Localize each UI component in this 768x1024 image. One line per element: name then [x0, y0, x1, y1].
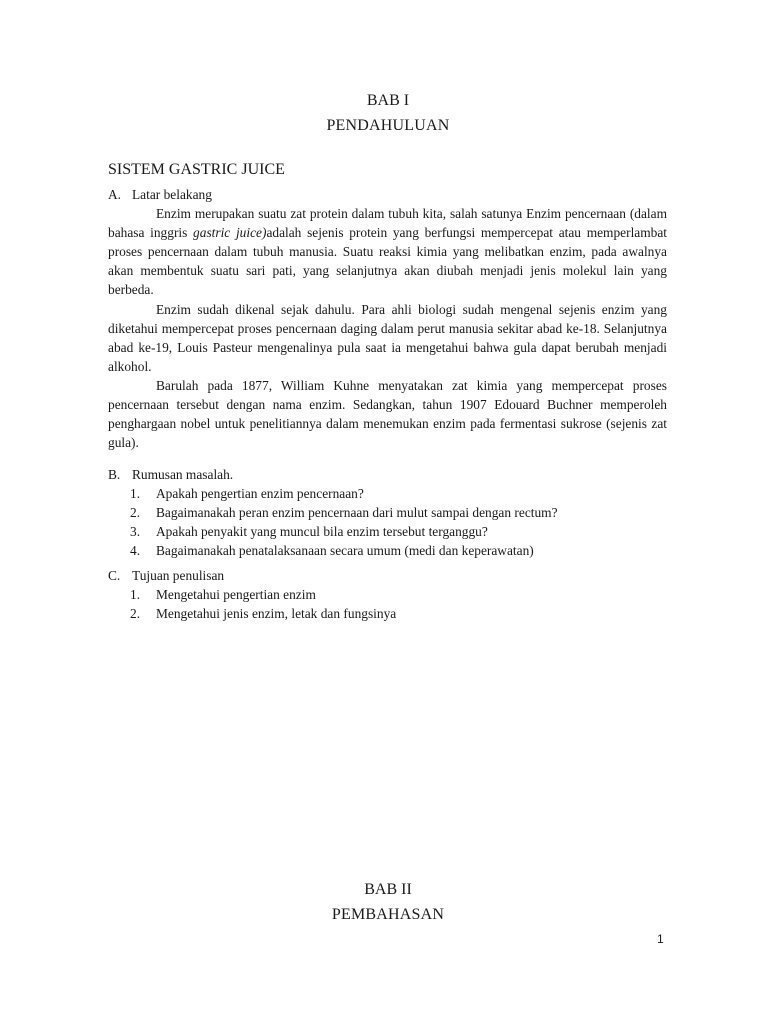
section-c-marker: C. — [108, 568, 121, 583]
paragraph-1 — [108, 204, 667, 299]
section-c — [108, 566, 667, 623]
chapter-title: PENDAHULUAN — [326, 117, 450, 134]
section-b — [108, 465, 667, 560]
section-a-label: Latar belakang — [132, 187, 212, 202]
section-c-label: Tujuan penulisan — [132, 568, 225, 583]
list-item — [108, 585, 667, 604]
section-c-heading — [108, 566, 667, 585]
paragraph-3: Barulah pada 1877, William Kuhne menyatakan zat kimia yang mempercepat proses pencernaan tersebut dengan nama enzim. Sedangkan, tahun 1907 Edouard Buchner memperoleh penghargaan nobel untuk penelitiannya dalam menemukan enzim pada fermentasi sukrose (sejenis zat gula). — [108, 377, 667, 451]
list-item-number: 4. — [130, 543, 141, 559]
section-a-heading — [108, 185, 667, 204]
page-number: 1 — [657, 932, 664, 946]
section-heading: SISTEM GASTRIC JUICE — [108, 161, 285, 178]
section-b-heading — [108, 465, 667, 484]
list-item — [108, 522, 667, 541]
paragraph-1-end: adalah sejenis protein yang berfungsi mempercepat atau memperlambat proses pencernaan dalam tubuh manusia. Suatu reaksi kimia yang melibatkan enzim, pada awalnya akan membentuk suatu sari pati, yang selanjutnya akan diubah menjadi jenis molekul lain yang berbeda. — [108, 225, 668, 298]
research-questions-list — [108, 484, 667, 560]
paragraph-1-start: Enzim merupakan suatu zat protein dalam tubuh kita, salah satunya Enzim pencernaan (dalam bahasa inggris — [108, 206, 667, 241]
list-item — [108, 541, 667, 560]
list-item-text: Apakah penyakit yang muncul bila enzim tersebut terganggu? — [156, 524, 488, 540]
list-item-number: 2. — [130, 606, 141, 622]
list-item-text: Bagaimanakah penatalaksanaan secara umum (medi dan keperawatan) — [156, 543, 534, 559]
list-item-text: Bagaimanakah peran enzim pencernaan dari mulut sampai dengan rectum? — [156, 505, 558, 521]
list-item — [108, 604, 667, 623]
list-item — [108, 503, 667, 522]
chapter-number: BAB I — [366, 92, 410, 109]
list-item-text: Apakah pengertian enzim pencernaan? — [156, 486, 364, 502]
list-item-number: 1. — [130, 587, 141, 603]
section-b-marker: B. — [108, 467, 121, 482]
list-item-text: Mengetahui jenis enzim, letak dan fungsinya — [156, 606, 397, 622]
section-a — [108, 185, 667, 452]
chapter-2-title: PEMBAHASAN — [331, 906, 445, 923]
section-a-marker: A. — [108, 187, 122, 202]
objectives-list — [108, 585, 667, 623]
paragraph-2: Enzim sudah dikenal sejak dahulu. Para ahli biologi sudah mengenal sejenis enzim yang diketahui mempercepat proses pencernaan daging dalam perut manusia sekitar abad ke-18. Selanjutnya abad ke-19, Louis Pasteur mengenalinya pula saat ia mengetahui bahwa gula dapat berubah menjadi alkohol. — [108, 301, 667, 374]
section-b-label: Rumusan masalah. — [132, 467, 234, 482]
paragraph-1-italic-term: gastric juice) — [193, 225, 267, 241]
list-item-number: 3. — [130, 524, 141, 540]
list-item — [108, 484, 667, 503]
list-item-number: 2. — [130, 505, 141, 521]
list-item-number: 1. — [130, 486, 141, 502]
chapter-2-number: BAB II — [364, 881, 412, 898]
list-item-text: Mengetahui pengertian enzim — [156, 587, 316, 603]
